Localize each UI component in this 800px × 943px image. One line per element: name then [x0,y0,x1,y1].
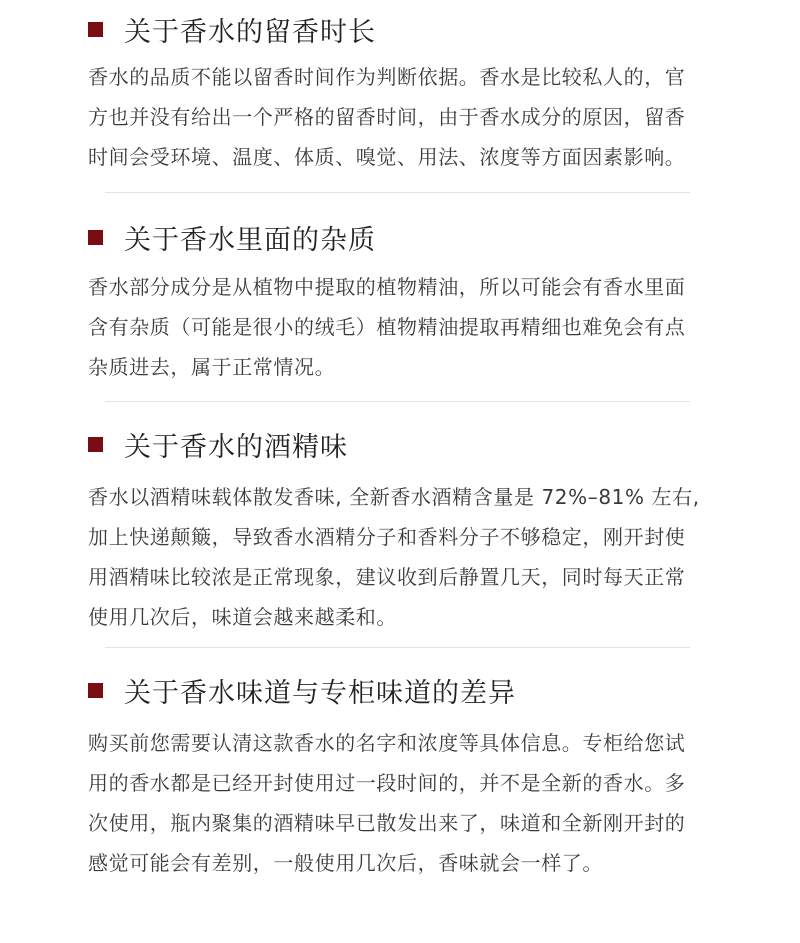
square-bullet-icon [88,683,103,698]
section-heading [88,217,376,257]
section-heading [88,670,516,710]
section-heading [88,424,348,464]
section-paragraph [88,267,718,387]
section-paragraph [88,477,718,637]
divider [105,192,690,193]
paragraph-line: 方也并没有给出一个严格的留香时间，由于香水成分的原因，留香 [88,105,686,129]
paragraph-line: 加上快递颠簸，导致香水酒精分子和香料分子不够稳定，刚开封使 [88,525,686,549]
paragraph-line: 时间会受环境、温度、体质、嗅觉、用法、浓度等方面因素影响。 [88,145,686,169]
paragraph-line: 用酒精味比较浓是正常现象，建议收到后静置几天，同时每天正常 [88,565,686,589]
square-bullet-icon [88,437,103,452]
paragraph-line: 香水的品质不能以留香时间作为判断依据。香水是比较私人的，官 [88,65,686,89]
divider [105,401,690,402]
section-title: 关于香水里面的杂质 [124,224,376,256]
section-paragraph [88,57,718,177]
divider [105,647,690,648]
section-title: 关于香水味道与专柜味道的差异 [124,677,516,709]
section-paragraph [88,723,718,883]
square-bullet-icon [88,230,103,245]
paragraph-line: 香水部分成分是从植物中提取的植物精油，所以可能会有香水里面 [88,275,686,299]
paragraph-line: 杂质进去，属于正常情况。 [88,355,336,379]
section-heading [88,9,376,49]
paragraph-line: 感觉可能会有差别，一般使用几次后，香味就会一样了。 [88,851,603,875]
square-bullet-icon [88,22,103,37]
paragraph-line: 用的香水都是已经开封使用过一段时间的，并不是全新的香水。多 [88,771,686,795]
paragraph-line: 使用几次后，味道会越来越柔和。 [88,605,397,629]
section-title: 关于香水的留香时长 [124,16,376,48]
paragraph-line: 购买前您需要认清这款香水的名字和浓度等具体信息。专柜给您试 [88,731,686,755]
section-title: 关于香水的酒精味 [124,431,348,463]
paragraph-line: 次使用，瓶内聚集的酒精味早已散发出来了，味道和全新刚开封的 [88,811,686,835]
paragraph-line: 香水以酒精味载体散发香味, 全新香水酒精含量是 72%–81% 左右, [88,485,700,509]
paragraph-line: 含有杂质（可能是很小的绒毛）植物精油提取再精细也难免会有点 [88,315,686,339]
